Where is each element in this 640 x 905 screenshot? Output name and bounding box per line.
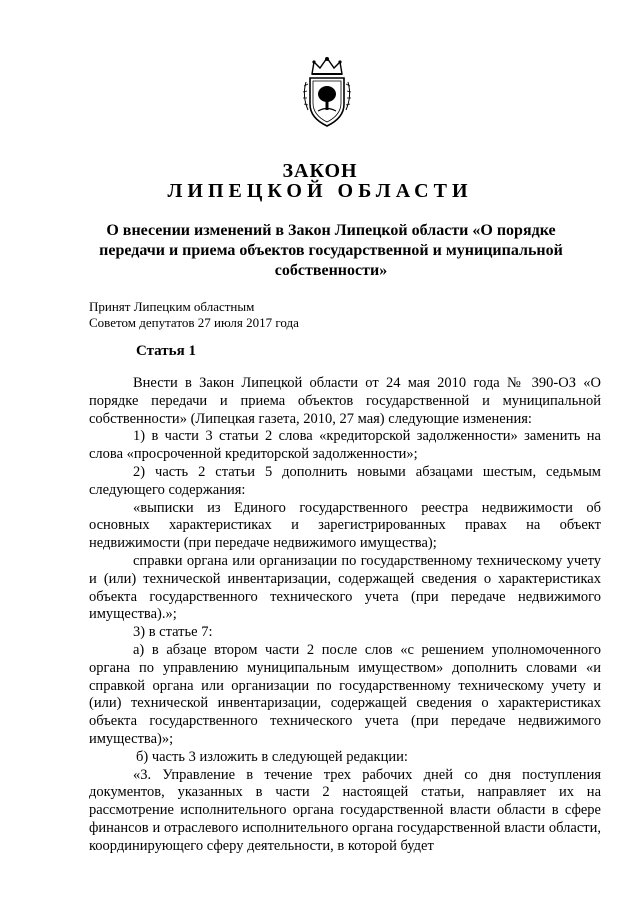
adoption-note [89, 299, 299, 331]
law-region-title: ЛИПЕЦКОЙ ОБЛАСТИ [167, 180, 473, 202]
coat-of-arms-icon [300, 56, 354, 128]
paragraph-extract: «выписки из Единого государственного реестра недвижимости об основных характеристиках и зарегистрированных правах на объект недвижимости (при передаче недвижимого имущества); [89, 499, 601, 552]
article-body [89, 375, 601, 856]
paragraph-item-1: 1) в части 3 статьи 2 слова «кредиторской задолженности» заменить на слова «просроченной кредиторской задолженности»; [89, 428, 601, 463]
paragraph-certificate: справки органа или организации по государственному техническому учету и (или) технической инвентаризации, содержащей сведения о характеристиках объекта государственного технического учета (при передаче недвижимого имущества).»; [89, 552, 601, 623]
adoption-line-1: Принят Липецким областным [89, 299, 255, 314]
paragraph-item-2: 2) часть 2 статьи 5 дополнить новыми абзацами шестым, седьмым следующего содержания: [89, 463, 601, 498]
paragraph-subitem-b: б) часть 3 изложить в следующей редакции: [136, 748, 408, 765]
paragraph-intro: Внести в Закон Липецкой области от 24 мая 2010 года № 390-ОЗ «О порядке передачи и приема объектов государственной и муниципальной собственности» (Липецкая газета, 2010, 27 мая) следующие изменения: [89, 375, 601, 427]
paragraph-part-3: «3. Управление в течение трех рабочих дней со дня поступления документов, указанных в части 2 настоящей статьи, направляет их на рассмотрение исполнительного органа государственной власти области в сфере финансов и отраслевого исполнительного органа государственной власти области, координирующего сферу деятельности, в которой будет [89, 766, 601, 854]
law-subtitle: О внесении изменений в Закон Липецкой области «О порядке передачи и приема объектов государственной и муниципальной собственности» [99, 222, 563, 279]
paragraph-item-3: 3) в статье 7: [133, 624, 213, 641]
law-title: ЗАКОН [282, 160, 358, 182]
paragraph-subitem-a: а) в абзаце втором части 2 после слов «с решением уполномоченного органа по управлению муниципальным имуществом» дополнить словами «и справкой органа или организации по государственному техническому учету и (или) технической инвентаризации, содержащей сведения о характеристиках объекта государственного технического учета (при передаче недвижимого имущества)»; [89, 641, 601, 747]
adoption-line-2: Советом депутатов 27 июля 2017 года [89, 315, 299, 330]
article-heading: Статья 1 [136, 343, 196, 359]
